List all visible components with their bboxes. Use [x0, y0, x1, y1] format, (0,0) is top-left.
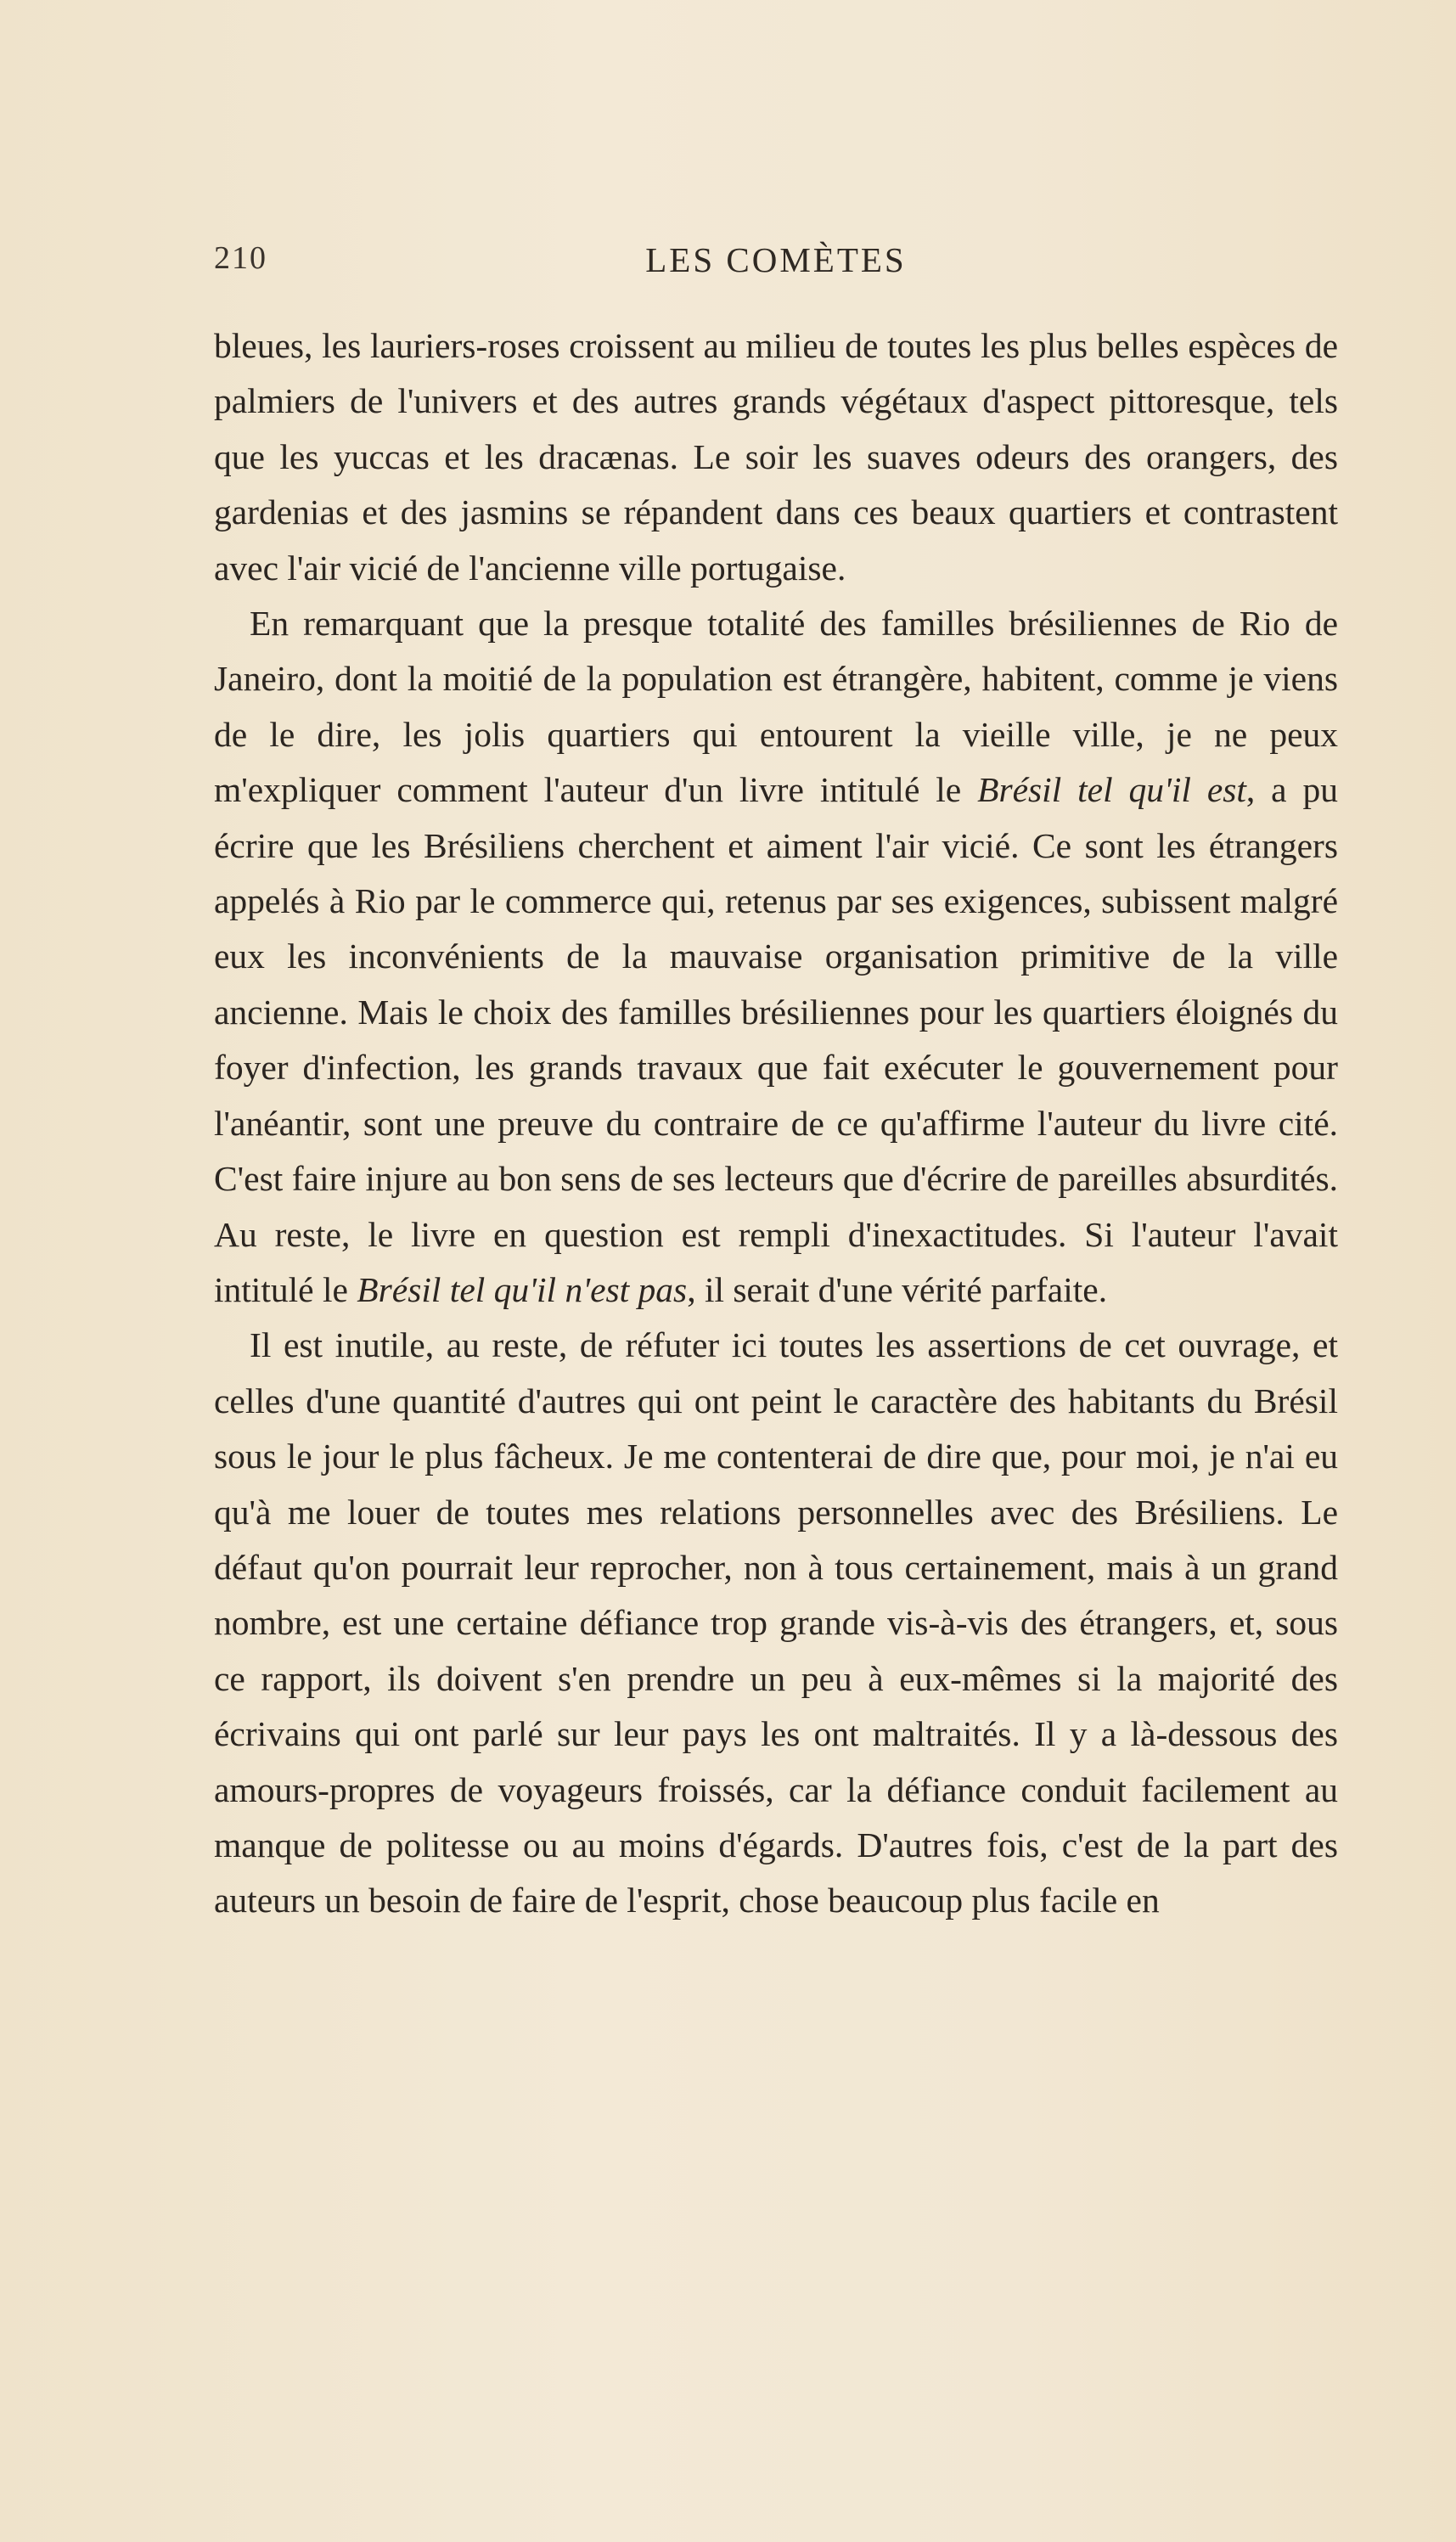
paragraph [214, 318, 1338, 596]
text-segment: bleues, les lauriers-roses croissent au milieu de toutes les plus belles espèces de palmiers de l'univers et des autres grands végétaux d'aspect pittoresque, tels que les yuccas et les dracænas. Le soir les suaves odeurs des orangers, des gardenias et des jasmins se répandent dans ces beaux quartiers et contrastent avec l'air vicié de l'ancienne ville portugaise. [214, 326, 1338, 588]
body-text [214, 318, 1338, 1929]
running-title: LES COMÈTES [645, 240, 907, 279]
paragraph [214, 596, 1338, 1318]
book-title-italic: Brésil tel qu'il n'est pas [357, 1269, 688, 1309]
book-title-italic: Brésil tel qu'il est [977, 770, 1246, 810]
text-segment: , il serait d'une vérité parfaite. [687, 1269, 1108, 1309]
text-segment: En remarquant que la presque totalité des familles brésiliennes de Rio de Janeiro, dont la moitié de la population est étrangère, habitent, comme je viens de le dire, les jolis quartiers qui entourent la vieille ville, je ne peux m'expliquer comment l'auteur d'un livre intitulé le [214, 604, 1338, 810]
paragraph [214, 1318, 1338, 1928]
page-number: 210 [214, 240, 267, 276]
text-segment: , a pu écrire que les Brésiliens cherchent et aiment l'air vicié. Ce sont les étrangers appelés à Rio par le commerce qui, retenus par ses exigences, subissent malgré eux les inconvénients de la mauvaise organisation primitive de la ville ancienne. Mais le choix des familles brésiliennes pour les quartiers éloignés du foyer d'infection, les grands travaux que fait exécuter le gouvernement pour l'anéantir, sont une preuve du contraire de ce qu'affirme l'auteur du livre cité. C'est faire injure au bon sens de ses lecteurs que d'écrire de pareilles absurdités. Au reste, le livre en question est rempli d'inexactitudes. Si l'auteur l'avait intitulé le [214, 770, 1338, 1309]
page-header [214, 239, 1338, 290]
text-segment: Il est inutile, au reste, de réfuter ici toutes les assertions de cet ouvrage, et celles d'une quantité d'autres qui ont peint le caractère des habitants du Brésil sous le jour le plus fâcheux. Je me contenterai de dire que, pour moi, je n'ai eu qu'à me louer de toutes mes relations personnelles avec des Brésiliens. Le défaut qu'on pourrait leur reprocher, non à tous certainement, mais à un grand nombre, est une certaine défiance trop grande vis-à-vis des étrangers, et, sous ce rapport, ils doivent s'en prendre un peu à eux-mêmes si la majorité des écrivains qui ont parlé sur leur pays les ont maltraités. Il y a là-dessous des amours-propres de voyageurs froissés, car la défiance conduit facilement au manque de politesse ou au moins d'égards. D'autres fois, c'est de la part des auteurs un besoin de faire de l'esprit, chose beaucoup plus facile en [214, 1325, 1338, 1921]
